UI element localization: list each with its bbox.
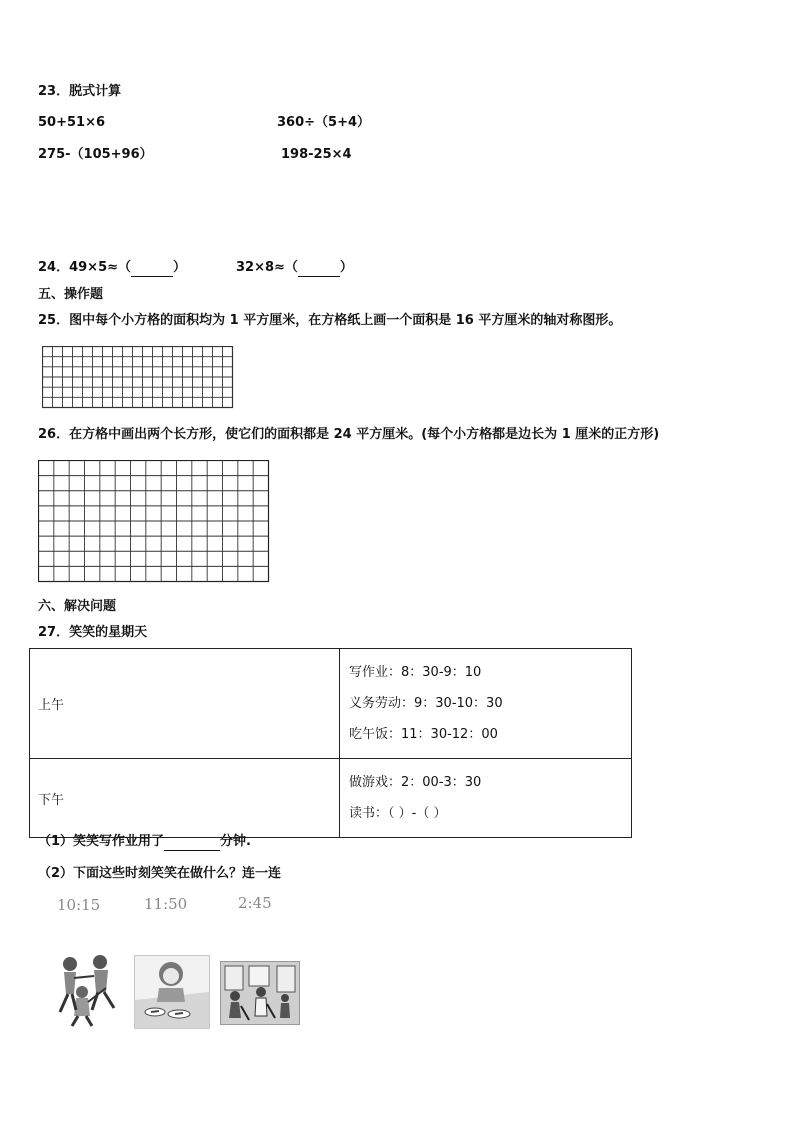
q23-expression-3: 275-（105+96） [38, 147, 153, 162]
q23-title: 23．脱式计算 [38, 84, 122, 99]
q27-minutes-blank[interactable] [164, 834, 220, 851]
q24-expression-2: 32×8≈（ [236, 260, 298, 275]
girl-eating-icon [135, 956, 209, 1028]
activity-homework: 写作业：8：30-9：10 [349, 665, 482, 680]
time-label-2[interactable]: 11:50 [144, 895, 188, 913]
children-playing-icon [52, 952, 124, 1028]
q25-text: 25．图中每个小方格的面积均为 1 平方厘米，在方格纸上画一个面积是 16 平方厘米的轴对称图形。 [38, 313, 622, 328]
q26-text: 26．在方格中画出两个长方形，使它们的面积都是 24 平方厘米。(每个小方格都是边长为 1 厘米的正方形) [38, 427, 660, 442]
schedule-row-afternoon [30, 759, 632, 838]
q24-expression-1: 24．49×5≈（ [38, 260, 132, 275]
activity-lunch: 吃午饭：11：30-12：00 [349, 727, 498, 742]
children-cleaning-icon [221, 962, 299, 1024]
activity-games: 做游戏：2：00-3：30 [349, 775, 482, 790]
q24-answer-blank-2[interactable] [298, 260, 340, 277]
section-6-heading: 六、解决问题 [38, 599, 117, 614]
time-label-1[interactable]: 10:15 [57, 896, 101, 914]
q24-line-2 [236, 260, 353, 277]
q27-title: 27．笑笑的星期天 [38, 625, 148, 640]
q24-close-2: ） [339, 260, 353, 275]
q24-close-1: ） [173, 260, 187, 275]
morning-label: 上午 [30, 649, 340, 759]
afternoon-label: 下午 [30, 759, 340, 838]
q23-expression-4: 198-25×4 [281, 147, 352, 162]
q27-sub1-suffix: 分钟. [220, 834, 251, 849]
q23-expression-1: 50+51×6 [38, 115, 106, 130]
schedule-row-morning [30, 649, 632, 759]
afternoon-activities [340, 759, 632, 838]
q27-sub-question-1 [38, 834, 251, 851]
children-cleaning-picture[interactable] [220, 961, 300, 1025]
q24-line [38, 260, 186, 277]
q25-square-grid[interactable] [42, 346, 234, 409]
section-5-heading: 五、操作题 [38, 287, 104, 302]
q23-expression-2: 360÷（5+4） [277, 115, 371, 130]
activity-volunteer-work: 义务劳动：9：30-10：30 [349, 696, 503, 711]
q27-sub1-prefix: （1）笑笑写作业用了 [38, 834, 165, 849]
children-playing-picture[interactable] [52, 952, 124, 1028]
morning-activities [340, 649, 632, 759]
time-label-3[interactable]: 2:45 [238, 894, 272, 912]
schedule-table [29, 648, 632, 838]
q27-sub-question-2: （2）下面这些时刻笑笑在做什么？连一连 [38, 866, 282, 881]
q24-answer-blank-1[interactable] [131, 260, 173, 277]
activity-reading[interactable]: 读书：（ ）-（ ） [349, 806, 447, 821]
girl-eating-lunch-picture[interactable] [134, 955, 210, 1029]
q26-square-grid[interactable] [38, 460, 270, 583]
